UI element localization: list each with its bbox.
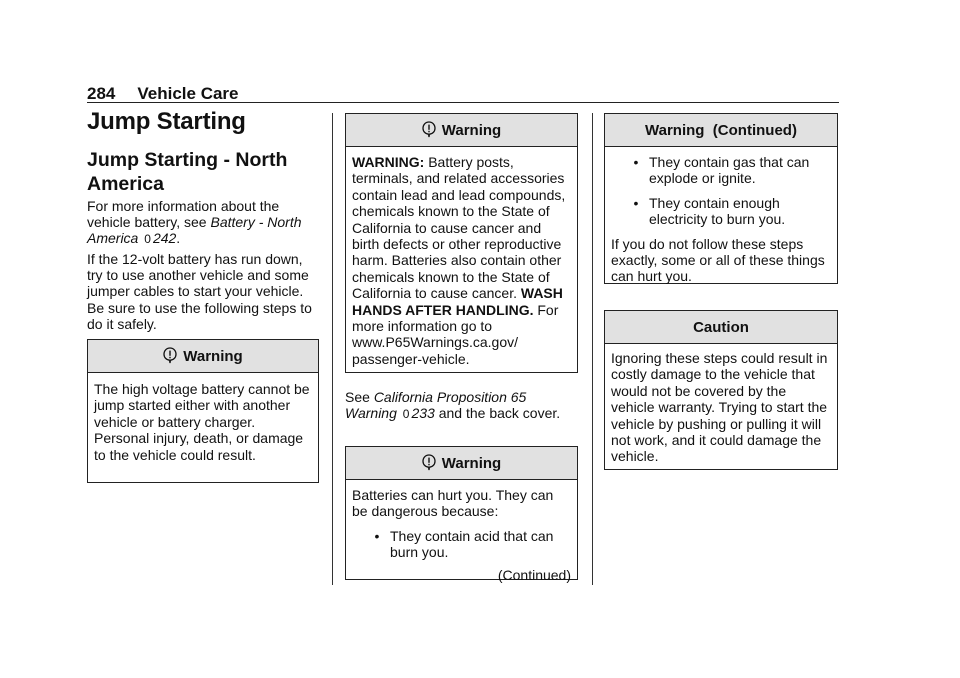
warning-box-2-body xyxy=(346,147,577,367)
list-item xyxy=(352,528,571,561)
see-lead: See xyxy=(345,389,370,405)
battery-link[interactable]: Battery - North America xyxy=(87,214,302,247)
warning-continued-header: Warning (Continued) xyxy=(605,114,837,147)
caution-box xyxy=(604,310,838,470)
paragraph-2 xyxy=(87,251,321,332)
warning-box-1-text: The high voltage battery cannot be jump started either with another vehicle or battery charger. Personal injury, death, or damage to the vehicle could result. xyxy=(94,381,310,463)
see-reference-paragraph xyxy=(345,389,577,422)
wash-hands-emphasis: WASH HANDS AFTER HANDLING. xyxy=(352,285,563,318)
warning-box-3-intro: Batteries can hurt you. They can be dangerous because: xyxy=(352,487,554,520)
page-title: Jump Starting xyxy=(87,108,246,135)
column-divider-2 xyxy=(592,113,593,585)
warning-box-3-title: Warning xyxy=(441,455,502,472)
list-item xyxy=(611,195,831,228)
bullet-icon: • xyxy=(633,154,639,170)
header-rule xyxy=(87,102,839,103)
warning-label: WARNING: xyxy=(352,154,425,170)
warning-continued-box xyxy=(604,113,838,284)
warning-box-2 xyxy=(345,113,578,373)
list-item-text: They contain gas that can explode or ignite. xyxy=(649,154,810,187)
xref-arrow-icon: 0 xyxy=(144,232,151,247)
section-title: Vehicle Care xyxy=(137,84,239,103)
see-tail: and the back cover. xyxy=(438,405,561,422)
warning-box-2-text: Battery posts, terminals, and related accessories contain lead and lead compounds, chemicals known to the State of California to cause cancer and birth defects or other reproductive harm. Batteries also contain other chemicals known to the State of California to cause cancer. xyxy=(352,154,566,302)
warning-continued-text: If you do not follow these steps exactly, some or all of these things can hurt you. xyxy=(611,235,825,285)
list-item-text: They contain enough electricity to burn you. xyxy=(649,194,786,228)
warning-box-1 xyxy=(87,339,319,483)
list-item-text: They contain acid that can burn you. xyxy=(390,527,554,561)
california-prop65-link[interactable]: California Proposition 65 Warning xyxy=(345,389,527,422)
section-subtitle: Jump Starting - North America xyxy=(87,149,288,195)
bullet-icon: • xyxy=(633,194,639,211)
warning-box-1-title: Warning xyxy=(183,348,243,365)
caution-header: Caution xyxy=(605,311,837,344)
caution-text: Ignoring these steps could result in costly damage to the vehicle that would not be covered by the vehicle warranty. Trying to start the vehicle by pushing or pulling it will not work, and it could damage the vehicle. xyxy=(611,350,828,465)
warning-box-2-header xyxy=(346,114,577,147)
xref-arrow-icon: 0 xyxy=(402,407,410,422)
paragraph-2-text: If the 12-volt battery has run down, try to use another vehicle and some jumper cables to start your vehicle. Be sure to use the following steps to do it safely. xyxy=(87,251,312,332)
bullet-icon: • xyxy=(374,527,380,544)
page-header xyxy=(87,84,239,104)
prop65-page-ref[interactable]: 233 xyxy=(411,405,435,422)
warning-icon xyxy=(163,343,177,376)
continued-label: (Continued) xyxy=(497,566,571,583)
warning-box-3-header xyxy=(346,447,577,480)
list-item xyxy=(611,154,831,187)
column-divider-1 xyxy=(332,113,333,585)
warning-box-2-tail: For more information go to www.P65Warnings.ca.gov/ passenger-vehicle. xyxy=(352,301,559,367)
page-number: 284 xyxy=(87,84,116,103)
battery-page-ref[interactable]: 242 xyxy=(152,230,177,247)
warning-icon xyxy=(422,117,436,150)
warning-continued-body xyxy=(605,147,837,285)
warning-icon xyxy=(422,450,436,483)
warning-box-2-title: Warning xyxy=(441,122,502,139)
warning-box-3-body xyxy=(346,480,577,583)
warning-box-1-header xyxy=(88,340,318,373)
intro-paragraph xyxy=(87,198,321,248)
intro-lead: For more information about the vehicle battery, see xyxy=(87,198,280,231)
warning-box-3 xyxy=(345,446,578,583)
intro-end: . xyxy=(176,230,181,247)
